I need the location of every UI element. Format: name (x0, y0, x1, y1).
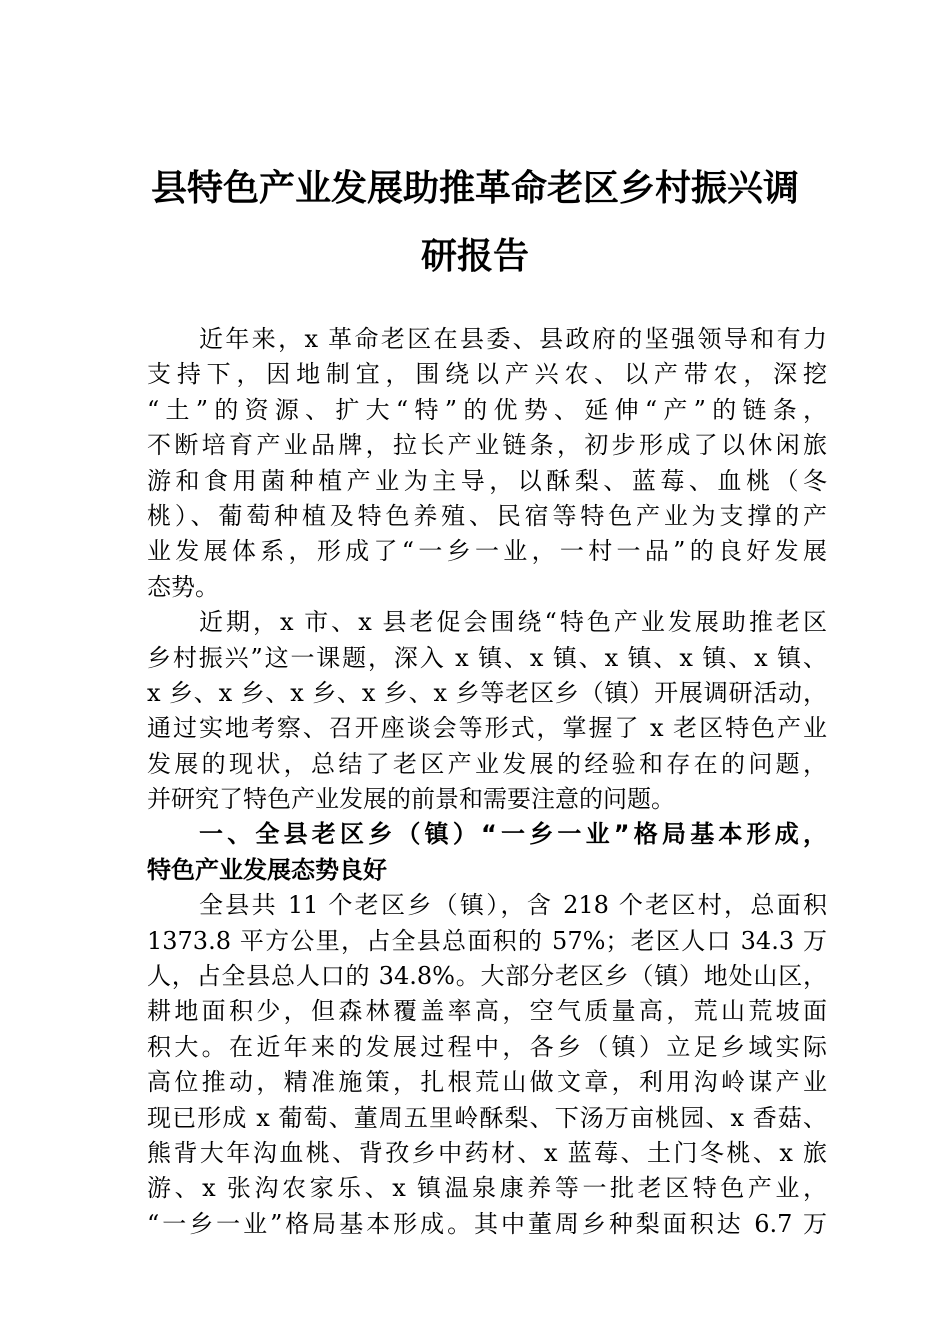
paragraph-line: 1373.8 平方公里，占全县总面积的 57%；老区人口 34.3 万 (147, 926, 827, 955)
paragraph-line: 游和食用菌种植产业为主导，以酥梨、蓝莓、血桃（冬 (147, 466, 827, 495)
paragraph-line: “土”的资源、扩大“特”的优势、延伸“产”的链条， (147, 395, 827, 424)
section-heading-line: 特色产业发展态势良好 (147, 855, 387, 884)
paragraph-line: 游、x 张沟农家乐、x 镇温泉康养等一批老区特色产业， (147, 1174, 827, 1203)
paragraph-line: 通过实地考察、召开座谈会等形式，掌握了 x 老区特色产业 (147, 714, 827, 743)
paragraph-line: 支持下，因地制宜，围绕以产兴农、以产带农，深挖 (147, 360, 827, 389)
paragraph-line: 发展的现状，总结了老区产业发展的经验和存在的问题， (147, 749, 827, 778)
paragraph-line: 不断培育产业品牌，拉长产业链条，初步形成了以休闲旅 (147, 431, 827, 460)
paragraph-line: 高位推动，精准施策，扎根荒山做文章，利用沟岭谋产业 (147, 1068, 827, 1097)
paragraph-line: 乡村振兴”这一课题，深入 x 镇、x 镇、x 镇、x 镇、x 镇、 (147, 643, 827, 672)
document-title-line-2: 研报告 (420, 235, 529, 277)
paragraph-line: x 乡、x 乡、x 乡、x 乡、x 乡等老区乡（镇）开展调研活动， (147, 678, 827, 707)
paragraph-line: 耕地面积少，但森林覆盖率高，空气质量高，荒山荒坡面 (147, 997, 827, 1026)
document-body (147, 322, 827, 1242)
paragraph-line: 全县共 11 个老区乡（镇），含 218 个老区村，总面积 (199, 891, 827, 920)
paragraph-line: 人，占全县总人口的 34.8%。大部分老区乡（镇）地处山区， (147, 962, 827, 991)
section-heading-line: 一、全县老区乡（镇）“一乡一业”格局基本形成， (199, 820, 827, 849)
document-title-line-1: 县特色产业发展助推革命老区乡村振兴调 (150, 167, 799, 209)
paragraph-line: 现已形成 x 葡萄、董周五里岭酥梨、下汤万亩桃园、x 香菇、 (147, 1103, 827, 1132)
paragraph-line: 桃）、葡萄种植及特色养殖、民宿等特色产业为支撑的产 (147, 501, 827, 530)
paragraph-line: 并研究了特色产业发展的前景和需要注意的问题。 (147, 785, 675, 814)
paragraph-line: 态势。 (147, 572, 219, 601)
paragraph-line: “一乡一业”格局基本形成。其中董周乡种梨面积达 6.7 万 (147, 1209, 827, 1238)
paragraph-line: 业发展体系，形成了“一乡一业，一村一品”的良好发展 (147, 537, 827, 566)
paragraph-line: 近期，x 市、x 县老促会围绕“特色产业发展助推老区 (199, 608, 827, 637)
paragraph-line: 积大。在近年来的发展过程中，各乡（镇）立足乡域实际 (147, 1032, 827, 1061)
paragraph-line: 近年来，x 革命老区在县委、县政府的坚强领导和有力 (199, 325, 827, 353)
paragraph-line: 熊背大年沟血桃、背孜乡中药材、x 蓝莓、土门冬桃、x 旅 (147, 1138, 827, 1167)
